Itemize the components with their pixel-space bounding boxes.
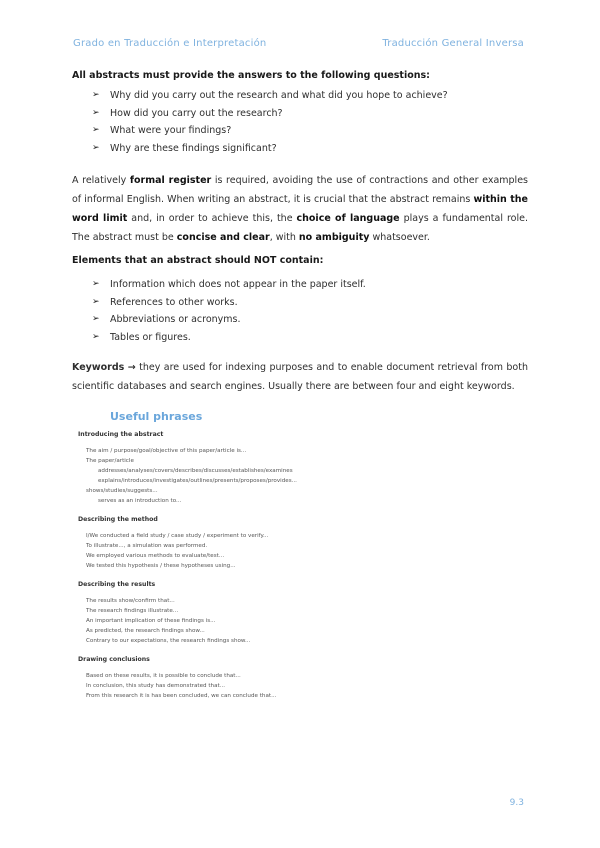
arrow-bullet-icon: ➢ xyxy=(92,279,100,289)
phrase-line: I/We conducted a field study / case study / experiment to verify... xyxy=(86,533,269,539)
running-header-left: Grado en Traducción e Interpretación xyxy=(73,38,267,49)
list-item: ➢ Why did you carry out the research and what did you hope to achieve? xyxy=(92,87,528,105)
list-item: ➢ What were your findings? xyxy=(92,122,528,140)
arrow-bullet-icon: ➢ xyxy=(92,296,100,307)
bold-term: choice of language xyxy=(296,213,400,224)
phrase-line: In conclusion, this study has demonstrated that... xyxy=(86,683,226,689)
phrase-line: From this research it is has been concluded, we can conclude that... xyxy=(86,693,277,699)
phrase-line: An important implication of these findings is... xyxy=(86,618,216,624)
page-number: 9.3 xyxy=(509,798,524,808)
keywords-term: Keywords xyxy=(72,362,125,373)
questions-list xyxy=(72,87,528,157)
questions-heading: All abstracts must provide the answers to the following questions: xyxy=(72,70,430,81)
phrase-line: shows/studies/suggests... xyxy=(86,488,158,494)
list-item: ➢ Tables or figures. xyxy=(92,329,528,347)
register-paragraph: A relatively formal register is required, avoiding the use of contractions and other examples of informal English. When writing an abstract, it is crucial that the abstract remains within the word limit and, in order to achieve this, the choice of language plays a fundamental role. The abstract must be concise and clear, with no ambiguity whatsoever. xyxy=(72,175,528,243)
phrase-line: The results show/confirm that... xyxy=(86,598,175,604)
bold-term: within the word limit xyxy=(72,194,528,224)
list-item: ➢ Information which does not appear in the paper itself. xyxy=(92,276,528,294)
arrow-icon: → xyxy=(127,362,136,373)
not-contain-heading: Elements that an abstract should NOT contain: xyxy=(72,255,324,266)
list-item: ➢ References to other works. xyxy=(92,294,528,312)
bold-term: no ambiguity xyxy=(298,232,370,243)
phrase-section-title: Describing the method xyxy=(78,516,158,523)
phrase-line: The aim / purpose/goal/objective of this paper/article is... xyxy=(86,448,247,454)
phrase-line: Based on these results, it is possible to conclude that... xyxy=(86,673,241,679)
bold-term: concise and clear xyxy=(176,232,270,243)
page-content xyxy=(72,70,528,701)
useful-phrases-title: Useful phrases xyxy=(110,410,203,423)
phrase-line: explains/introduces/investigates/outlines/presents/proposes/provides... xyxy=(98,478,297,484)
useful-phrases-box xyxy=(72,431,528,701)
arrow-bullet-icon: ➢ xyxy=(92,314,100,324)
arrow-bullet-icon: ➢ xyxy=(92,125,100,135)
phrase-line: To illustrate..., a simulation was performed. xyxy=(86,543,208,549)
phrase-line: The research findings illustrate... xyxy=(86,608,179,614)
list-item: ➢ How did you carry out the research? xyxy=(92,105,528,123)
arrow-bullet-icon: ➢ xyxy=(92,90,100,100)
phrase-section-title: Describing the results xyxy=(78,581,156,588)
keywords-paragraph: Keywords → they are used for indexing purposes and to enable document retrieval from both scientific databases and search engines. Usually there are between four and eight keywords. xyxy=(72,362,528,392)
phrase-section-title: Drawing conclusions xyxy=(78,656,150,663)
list-item: ➢ Abbreviations or acronyms. xyxy=(92,311,528,329)
phrase-line: addresses/analyses/covers/describes/discusses/establishes/examines xyxy=(98,468,293,474)
phrase-line: We tested this hypothesis / these hypotheses using... xyxy=(86,563,236,569)
list-item: ➢ Why are these findings significant? xyxy=(92,140,528,158)
phrase-section-title: Introducing the abstract xyxy=(78,431,164,438)
phrase-line: As predicted, the research findings show... xyxy=(86,628,205,634)
running-header-right: Traducción General Inversa xyxy=(382,38,524,49)
phrase-line: serves as an introduction to... xyxy=(98,498,182,504)
not-contain-list xyxy=(72,276,528,346)
arrow-bullet-icon: ➢ xyxy=(92,142,100,153)
phrase-line: We employed various methods to evaluate/test... xyxy=(86,553,225,559)
bold-term: formal register xyxy=(129,175,212,186)
phrase-line: Contrary to our expectations, the research findings show... xyxy=(86,638,251,644)
phrase-line: The paper/article xyxy=(86,458,134,464)
arrow-bullet-icon: ➢ xyxy=(92,107,100,118)
arrow-bullet-icon: ➢ xyxy=(92,331,100,342)
